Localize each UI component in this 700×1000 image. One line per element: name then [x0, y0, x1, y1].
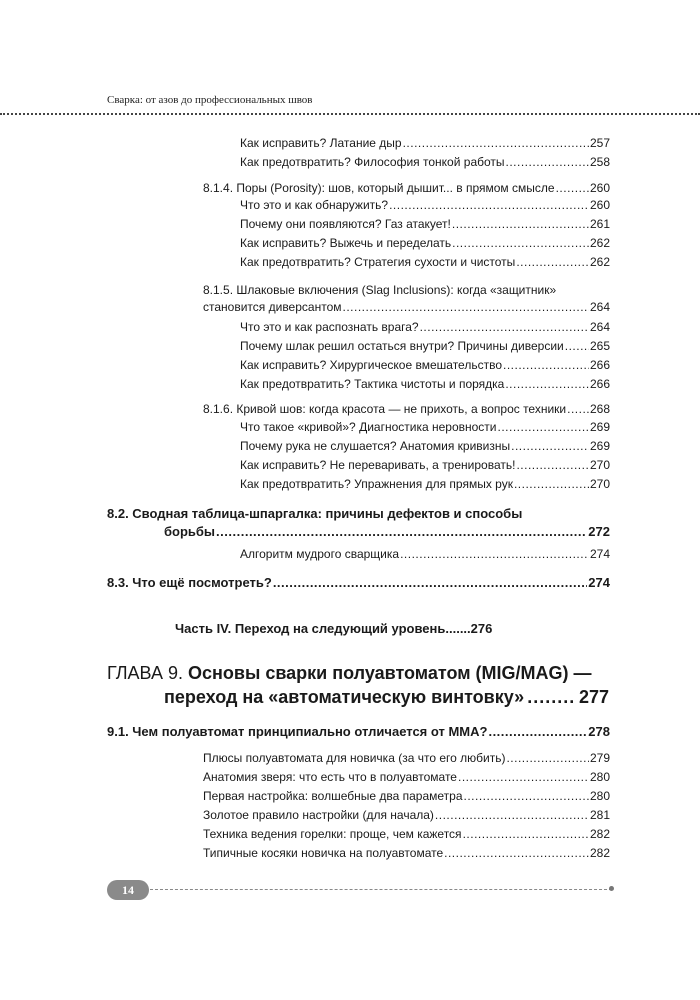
toc-entry-title: Что это и как распознать врага? [240, 320, 419, 334]
toc-entry-page: 258 [589, 155, 610, 169]
dot-leader [400, 547, 589, 562]
toc-entry-page: 264 [589, 320, 610, 334]
toc-section[interactable] [164, 524, 610, 539]
toc-entry-title: Как исправить? Не переваривать, а тренировать! [240, 458, 516, 472]
toc-entry-page: 270 [589, 458, 610, 472]
toc-entry[interactable] [203, 789, 610, 804]
chapter-prefix: ГЛАВА 9. [107, 663, 183, 683]
toc-entry[interactable] [203, 300, 610, 315]
toc-entry-page: 279 [589, 751, 610, 765]
dot-leader [505, 377, 589, 392]
toc-entry-title: Типичные косяки новичка на полуавтомате [203, 846, 444, 860]
toc-entry[interactable] [240, 155, 610, 170]
toc-entry[interactable] [240, 198, 610, 213]
dot-leader [444, 846, 589, 861]
dot-leader [273, 575, 587, 590]
toc-entry-page: 257 [589, 136, 610, 150]
dot-leader [420, 320, 589, 335]
toc-entry-page: 262 [589, 236, 610, 250]
toc-entry-title: Что это и как обнаружить? [240, 198, 389, 212]
dot-leader [516, 458, 589, 473]
footer-end-dot [609, 886, 614, 891]
toc-entry-title: Анатомия зверя: что есть что в полуавтомате [203, 770, 457, 784]
running-head: Сварка: от азов до профессиональных швов [107, 94, 313, 106]
header-rule [0, 113, 700, 115]
toc-part-title: Часть IV. Переход на следующий уровень [175, 621, 446, 636]
page-number-badge: 14 [107, 880, 149, 900]
toc-entry-title: Почему они появляются? Газ атакует! [240, 217, 451, 231]
dot-leader [506, 155, 589, 170]
toc-entry-page: 261 [589, 217, 610, 231]
toc-entry-title: Золотое правило настройки (для начала) [203, 808, 434, 822]
toc-entry[interactable] [240, 458, 610, 473]
toc-entry[interactable] [240, 477, 610, 492]
dot-leader [511, 439, 589, 454]
toc-entry-title: Плюсы полуавтомата для новичка (за что его любить) [203, 751, 506, 765]
toc-entry[interactable] [203, 402, 610, 417]
toc-entry-page: 269 [589, 420, 610, 434]
toc-entry[interactable] [240, 136, 610, 151]
toc-section-title-line1[interactable]: 8.2. Сводная таблица-шпаргалка: причины дефектов и способы [107, 506, 523, 521]
dot-leader [498, 420, 589, 435]
toc-entry-page: 266 [589, 377, 610, 391]
dot-leader [452, 236, 589, 251]
toc-entry-page: 280 [589, 789, 610, 803]
toc-entry-page: 270 [589, 477, 610, 491]
toc-entry-title: Первая настройка: волшебные два параметра [203, 789, 463, 803]
dot-leader [556, 181, 589, 196]
toc-section[interactable] [107, 575, 610, 590]
toc-part-page: 276 [470, 621, 493, 636]
toc-entry-page: 264 [589, 300, 610, 314]
dot-leader [403, 136, 589, 151]
chapter-page: 277 [578, 687, 609, 707]
toc-entry[interactable] [203, 181, 610, 196]
toc-entry-page: 266 [589, 358, 610, 372]
dot-leader [216, 524, 587, 539]
toc-section[interactable] [107, 724, 610, 739]
toc-entry-page: 282 [589, 827, 610, 841]
toc-entry[interactable] [240, 377, 610, 392]
toc-entry-page: 282 [589, 846, 610, 860]
toc-entry-title: Как предотвратить? Тактика чистоты и порядка [240, 377, 505, 391]
toc-entry[interactable] [240, 439, 610, 454]
toc-entry-page: 274 [589, 547, 610, 561]
toc-entry-title: 8.1.6. Кривой шов: когда красота — не прихоть, а вопрос техники [203, 402, 567, 416]
toc-chapter[interactable] [107, 662, 592, 684]
toc-entry-page: 280 [589, 770, 610, 784]
toc-entry[interactable] [203, 827, 610, 842]
toc-entry-page: 269 [589, 439, 610, 453]
toc-entry-title: Как исправить? Выжечь и переделать [240, 236, 452, 250]
toc-entry-title: Почему рука не слушается? Анатомия кривизны [240, 439, 511, 453]
toc-entry[interactable] [203, 751, 610, 766]
toc-entry-title: 8.1.4. Поры (Porosity): шов, который дышит... в прямом смысле [203, 181, 555, 195]
toc-entry[interactable] [240, 358, 610, 373]
toc-entry-title: Техника ведения горелки: проще, чем кажется [203, 827, 462, 841]
toc-section-page: 274 [588, 575, 610, 590]
chapter-title-line2: переход на «автоматическую винтовку» [164, 687, 525, 707]
dot-leader [514, 477, 589, 492]
dot-leader [464, 789, 589, 804]
dot-leader [463, 827, 589, 842]
dot-leader [488, 724, 587, 739]
dot-leader [503, 358, 589, 373]
dot-leader [343, 300, 589, 315]
toc-section-title-line2: борьбы [164, 524, 216, 539]
toc-entry-page: 268 [589, 402, 610, 416]
dot-leader [435, 808, 589, 823]
toc-entry-title: Как исправить? Латание дыр [240, 136, 402, 150]
toc-entry-title: Как предотвратить? Упражнения для прямых рук [240, 477, 513, 491]
dot-leader [567, 402, 589, 417]
toc-entry-page: 281 [589, 808, 610, 822]
toc-section-title: 9.1. Чем полуавтомат принципиально отличается от MMA? [107, 724, 488, 739]
toc-entry-title: Как предотвратить? Философия тонкой работы [240, 155, 505, 169]
toc-entry-page: 265 [589, 339, 610, 353]
footer-rule [150, 889, 612, 890]
toc-entry[interactable] [240, 236, 610, 251]
toc-entry-page: 260 [589, 181, 610, 195]
dot-leader [506, 751, 589, 766]
toc-entry-page: 260 [589, 198, 610, 212]
toc-entry-title: Что такое «кривой»? Диагностика неровности [240, 420, 497, 434]
toc-entry-title: Почему шлак решил остаться внутри? Причины диверсии [240, 339, 564, 353]
toc-entry[interactable] [203, 846, 610, 861]
toc-section-page: 272 [588, 524, 610, 539]
dot-leader [565, 339, 589, 354]
toc-entry[interactable] [240, 217, 610, 232]
toc-entry[interactable] [240, 320, 610, 335]
toc-entry-title-line1[interactable]: 8.1.5. Шлаковые включения (Slag Inclusions): когда «защитник» [203, 283, 557, 297]
dot-leader [389, 198, 589, 213]
chapter-title-line1: Основы сварки полуавтоматом (MIG/MAG) — [188, 663, 592, 683]
toc-entry[interactable] [240, 547, 610, 562]
toc-chapter-line2[interactable] [164, 686, 609, 708]
toc-entry[interactable] [203, 808, 610, 823]
dot-leader [452, 217, 589, 232]
toc-entry-title: Алгоритм мудрого сварщика [240, 547, 400, 561]
toc-entry[interactable] [240, 420, 610, 435]
toc-part[interactable] [175, 621, 492, 636]
dot-leader [458, 770, 589, 785]
toc-section-title: 8.3. Что ещё посмотреть? [107, 575, 272, 590]
toc-entry[interactable] [240, 339, 610, 354]
toc-entry[interactable] [203, 770, 610, 785]
toc-entry-title: Как предотвратить? Стратегия сухости и чистоты [240, 255, 516, 269]
dot-leader [516, 255, 589, 270]
toc-entry-title-line2: становится диверсантом [203, 300, 342, 314]
toc-entry-title: Как исправить? Хирургическое вмешательство [240, 358, 502, 372]
toc-entry[interactable] [240, 255, 610, 270]
toc-section-page: 278 [588, 724, 610, 739]
toc-part-leader: ....... [445, 621, 471, 636]
toc-entry-page: 262 [589, 255, 610, 269]
dot-leader [527, 686, 576, 708]
